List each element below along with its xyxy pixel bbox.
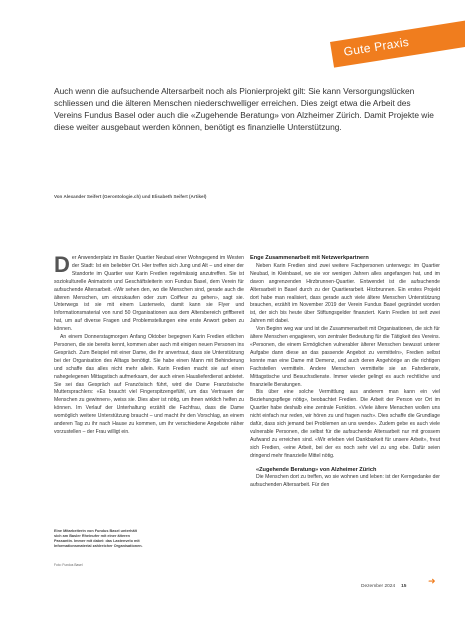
article-column-left (54, 252, 244, 437)
author-byline: Von Alexander Seifert (Gerontologie.ch) und Elisabeth Seifert (Artikel) (54, 194, 207, 199)
category-badge-label: Gute Praxis (342, 34, 411, 59)
continue-arrow-icon: ➜ (428, 576, 436, 586)
article-paragraph: An einem Donnerstagmorgen Anfang Oktober begegnen Karin Fredien etlichen Personen, die sie bereits kennt, kommen aber auch mit einigen neuen Personen ins Gespräch. Zum Beispiel mit einer Dame, die ihr anvertraut, dass sie Unterstützung bei der Organisation des Alltags benötigt. Sie habe einen Mann mit Behinderung und schaffe das alles nicht mehr allein. Karin Fredien macht sie auf einen nahegelegenen Mittagstisch aufmerksam, der auch einen Hauslieferdienst anbietet. Sie sei das Gespräch auf Französisch führt, wird die Dame Französische Muttersprachlers: «Es braucht viel Fingerspitzengefühl, um das Vertrauen der Menschen zu gewinnen», weiss sie. Dies aber ist nötig, um ihnen wirklich helfen zu können. Im Verlauf der Unterhaltung erzählt die Fachfrau, dass die Dame womöglich weitere Unterstützung braucht – und macht ihr den Vorschlag, an einem anderen Tag zu ihr nach Hause zu kommen, um ihr verschiedene Angebote näher vorzustellen – der Frau willigt ein. (54, 334, 244, 435)
photo-credit: Foto: Fundus Basel (54, 563, 83, 567)
article-column-right (250, 255, 440, 490)
page-footer (361, 584, 406, 589)
drop-cap: D (54, 252, 70, 277)
page-number: 15 (401, 584, 407, 589)
lead-paragraph: Auch wenn die aufsuchende Altersarbeit noch als Pionierprojekt gilt: Sie kann Versorgungslücken schliessen und die älteren Menschen niederschwelliger erreichen. Dies zeigt etwa die Arbeit des Vereins Fundus Basel oder auch die «Zugehende Beratung» von Alzheimer Zürich. Damit Projekte wie diese weiter ausgebaut werden können, benötigt es finanzielle Unterstützung. (54, 86, 434, 132)
section-heading: «Zugehende Beratung» von Alzheimer Zürich (256, 466, 377, 473)
article-paragraph: Der Anwenderplatz im Basler Quartier Neubad einer Wohngegend im Westen der Stadt: Ist ein beliebter Ort. Hier treffen sich Jung und Alt – und einer der Standorte im Quartier war Karin Fredien regelmässig anzutreffen. Sie ist soziokulturelle Animatorin und Geschäftsleiterin von Fundus Basel, dem Verein für aufsuchende Altersarbeit. «Wir sehen den, wo die Menschen sind, gerade auch die älteren Menschen, um einzukaufen oder zum Coiffeur zu gehen», sagt sie. Unterwegs ist sie mit einem Lastenvelo, damit kann sie Flyer und Informationsmaterial von rund 50 Organisationen aus dem Altersbereich griffbereit hat, um auf diverse Fragen und Problemstellungen eine erste Anwort geben zu können. (54, 252, 244, 333)
article-paragraph: Neben Karin Fredien sind zwei weitere Fachpersonen unterwegs: im Quartier Neubad, in Kleinbasel, wo sie vor wenigen Jahren alles angefangen hat, und im davon angrenzenden Hirzbrunnen-Quartier. Entwendet ist die aufsuchende Altersarbeit in Basel durch zu der Quartierarbeit. Hirzbrunnen. Ein erstes Projekt dort habe man realisiert, dass gerade auch viele ältere Menschen Unterstützung brauchen, erzählt im November 2019 der Verein Fundus Basel gegründet worden ist, der sich bis heute über Stiftungsgelder finanziert. Karin Fredien ist seit zwei Jahren mit dabei. (250, 262, 440, 325)
category-badge (330, 17, 465, 67)
article-paragraph: Bis über eine solche Vermittlung aus anderem man kann ein viel Beziehungspflege nötig», beobachtet Fredien. Die Arbeit der Person vor Ort im Quartier habe deshalb eine zentrale Funktion. «Viele ältere Menschen wollen uns nicht einfach nur reden, wir hören zu und fragen nach». Dies schaffe die Grundlage dafür, dass sich jemand bei Problemen an uns wende». Zudem gebe es auch viele vulnerable Personen, die selbst für die aufsuchende Altersarbeit nur mit grossem Aufwand zu erreichen sind. «Wir erleben viel Dankbarkeit für unsere Arbeit», freut sich Fredien, «eine Arbeit, bei der es noch sehr viel zu ung ebe. Dafür seien dringend mehr finanzielle Mittel nötig. (250, 389, 440, 459)
image-caption: Eine Mitarbeiterin von Fundus Basel unterhält sich am Basler Rheinufer mit einer älteren Passantin. Immer mit dabei: das Lastenvelo mit Informationsmaterial zahlreicher Organisationen. (54, 529, 143, 548)
issue-date: Dezember 2024 (361, 584, 396, 589)
article-paragraph: Die Menschen dort zu treffen, wo sie wohnen und leben: ist der Kerngedanke der aufsuchenden Altersarbeit. Für den (250, 474, 440, 489)
article-paragraph: Von Beginn weg war und ist die Zusammenarbeit mit Organisationen, die sich für ältere Menschen engagieren, von zentraler Bedeutung für die Tätigkeit des Vereins. «Personen, die einem Ermöglichen vulnerabler älterer Menschen bewusst unterer Aufgabe dann diese an das passende Angebot zu vermitteln», Fredien selbst konnte man eine Dame mit Demenz, und auch deren Angehörige an die richtigen Fachstellen vermitteln. Andere Menschen vermittelte sie an Fahrdienste, Mittagstische und Besuchsdienste. Immer wieder gelingt es auch rechtliche und finanzielle Beratungen. (250, 326, 440, 388)
section-heading: Enge Zusammenarbeit mit Netzwerkpartnern (250, 255, 369, 261)
